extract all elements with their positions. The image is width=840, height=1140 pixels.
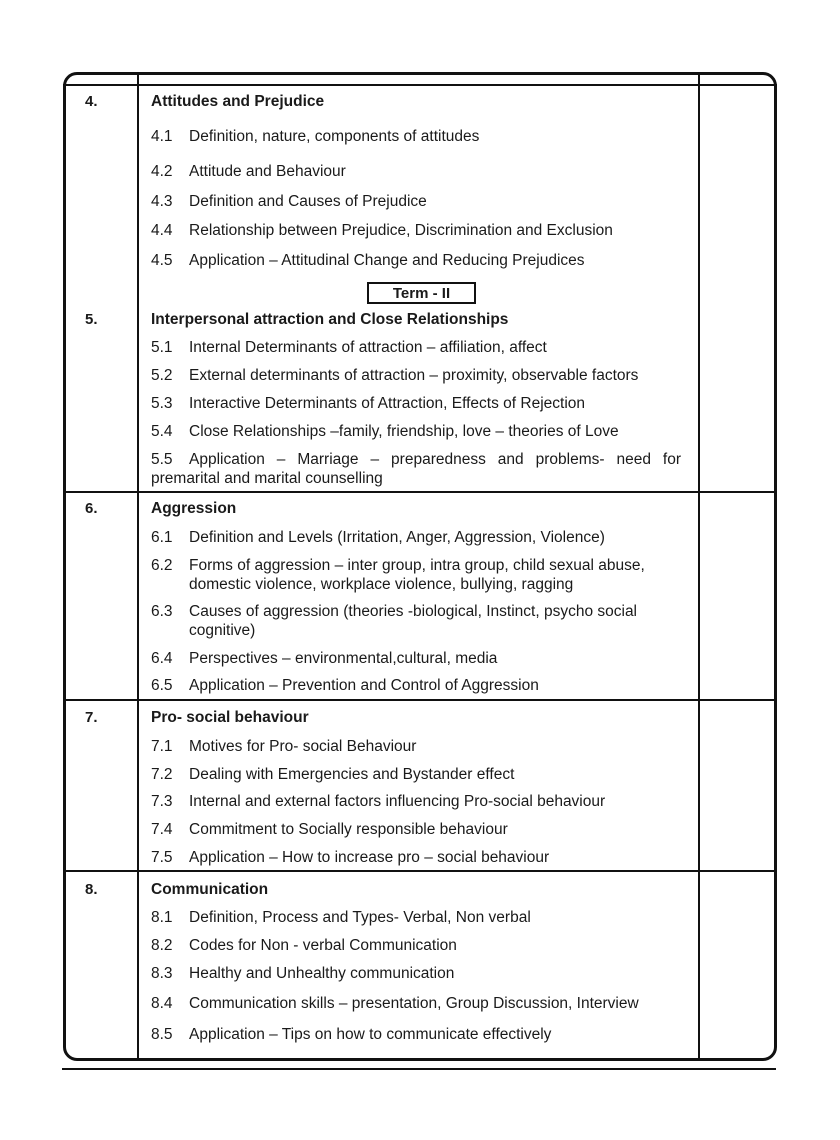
list-item <box>151 556 681 594</box>
item-number: 4.2 <box>151 163 173 180</box>
item-number: 7.4 <box>151 821 173 838</box>
unit-number: 5. <box>85 311 98 328</box>
list-item <box>151 994 681 1013</box>
item-number: 5.4 <box>151 423 173 440</box>
item-number: 4.5 <box>151 252 173 269</box>
unit-title: Interpersonal attraction and Close Relationships <box>151 311 509 328</box>
item-number: 4.3 <box>151 193 173 210</box>
page-bottom-rule <box>62 1068 776 1070</box>
item-text-continued: domestic violence, workplace violence, bullying, ragging <box>189 576 574 593</box>
unit-number: 6. <box>85 500 98 517</box>
item-text: Motives for Pro- social Behaviour <box>189 738 417 755</box>
list-item <box>151 964 681 983</box>
list-item <box>151 162 681 181</box>
row-divider <box>63 870 777 872</box>
list-item <box>151 602 681 640</box>
list-item <box>151 221 681 240</box>
list-item <box>151 737 681 756</box>
column-divider-left <box>137 72 139 1061</box>
table-header-row-divider <box>63 84 777 86</box>
item-number: 7.1 <box>151 738 173 755</box>
item-number: 6.5 <box>151 677 173 694</box>
row-divider <box>63 699 777 701</box>
item-text: Application – Prevention and Control of Aggression <box>189 677 539 694</box>
unit-number: 4. <box>85 93 98 110</box>
unit-title: Communication <box>151 881 269 898</box>
item-text: Definition and Causes of Prejudice <box>189 193 427 210</box>
item-number: 4.1 <box>151 128 173 145</box>
item-number: 5.3 <box>151 395 173 412</box>
item-number: 6.2 <box>151 557 173 574</box>
item-text: Internal Determinants of attraction – affiliation, affect <box>189 339 547 356</box>
item-text: Dealing with Emergencies and Bystander effect <box>189 766 515 783</box>
list-item <box>151 936 681 955</box>
item-text-continued: cognitive) <box>189 622 256 639</box>
item-text: Application – Marriage – preparedness and problems- need for <box>189 451 681 468</box>
list-item <box>151 251 681 270</box>
item-text: Close Relationships –family, friendship, love – theories of Love <box>189 423 619 440</box>
item-text: Internal and external factors influencing Pro-social behaviour <box>189 793 606 810</box>
list-item <box>151 394 681 413</box>
item-number: 8.4 <box>151 995 173 1012</box>
item-text: Relationship between Prejudice, Discrimination and Exclusion <box>189 222 613 239</box>
item-text-continued: premarital and marital counselling <box>151 470 383 487</box>
list-item <box>151 127 681 146</box>
item-text: Perspectives – environmental,cultural, media <box>189 650 498 667</box>
item-text: Application – Attitudinal Change and Reducing Prejudices <box>189 252 585 269</box>
unit-title: Aggression <box>151 500 237 517</box>
item-text: Interactive Determinants of Attraction, Effects of Rejection <box>189 395 586 412</box>
item-text: Definition, nature, components of attitudes <box>189 128 480 145</box>
item-number: 4.4 <box>151 222 173 239</box>
term-label-box: Term - II <box>367 282 476 304</box>
list-item <box>151 820 681 839</box>
column-divider-right <box>698 72 700 1061</box>
item-text: Causes of aggression (theories -biological, Instinct, psycho social <box>189 603 638 620</box>
list-item <box>151 792 681 811</box>
list-item <box>151 338 681 357</box>
unit-number: 7. <box>85 709 98 726</box>
item-text: Codes for Non - verbal Communication <box>189 937 457 954</box>
item-number: 5.1 <box>151 339 173 356</box>
unit-title: Attitudes and Prejudice <box>151 93 325 110</box>
list-item <box>151 765 681 784</box>
item-number: 7.2 <box>151 766 173 783</box>
item-number: 6.3 <box>151 603 173 620</box>
list-item <box>151 908 681 927</box>
list-item <box>151 422 681 441</box>
item-number: 7.3 <box>151 793 173 810</box>
item-number: 8.3 <box>151 965 173 982</box>
list-item <box>151 450 681 488</box>
list-item <box>151 1025 681 1044</box>
list-item <box>151 649 681 668</box>
list-item <box>151 528 681 547</box>
list-item <box>151 848 681 867</box>
item-text: Forms of aggression – inter group, intra group, child sexual abuse, <box>189 557 645 574</box>
row-divider <box>63 491 777 493</box>
list-item <box>151 676 681 695</box>
item-number: 5.5 <box>151 451 173 468</box>
item-text: Commitment to Socially responsible behaviour <box>189 821 508 838</box>
item-number: 8.5 <box>151 1026 173 1043</box>
item-text: Application – How to increase pro – social behaviour <box>189 849 550 866</box>
unit-title: Pro- social behaviour <box>151 709 309 726</box>
item-text: Attitude and Behaviour <box>189 163 346 180</box>
item-number: 8.2 <box>151 937 173 954</box>
item-number: 6.1 <box>151 529 173 546</box>
list-item <box>151 192 681 211</box>
item-number: 7.5 <box>151 849 173 866</box>
unit-number: 8. <box>85 881 98 898</box>
list-item <box>151 366 681 385</box>
item-text: Definition and Levels (Irritation, Anger, Aggression, Violence) <box>189 529 605 546</box>
item-number: 6.4 <box>151 650 173 667</box>
item-text: Application – Tips on how to communicate effectively <box>189 1026 552 1043</box>
item-text: External determinants of attraction – proximity, observable factors <box>189 367 639 384</box>
item-number: 8.1 <box>151 909 173 926</box>
item-text: Definition, Process and Types- Verbal, Non verbal <box>189 909 531 926</box>
item-text: Healthy and Unhealthy communication <box>189 965 455 982</box>
item-text: Communication skills – presentation, Group Discussion, Interview <box>189 995 639 1012</box>
item-number: 5.2 <box>151 367 173 384</box>
